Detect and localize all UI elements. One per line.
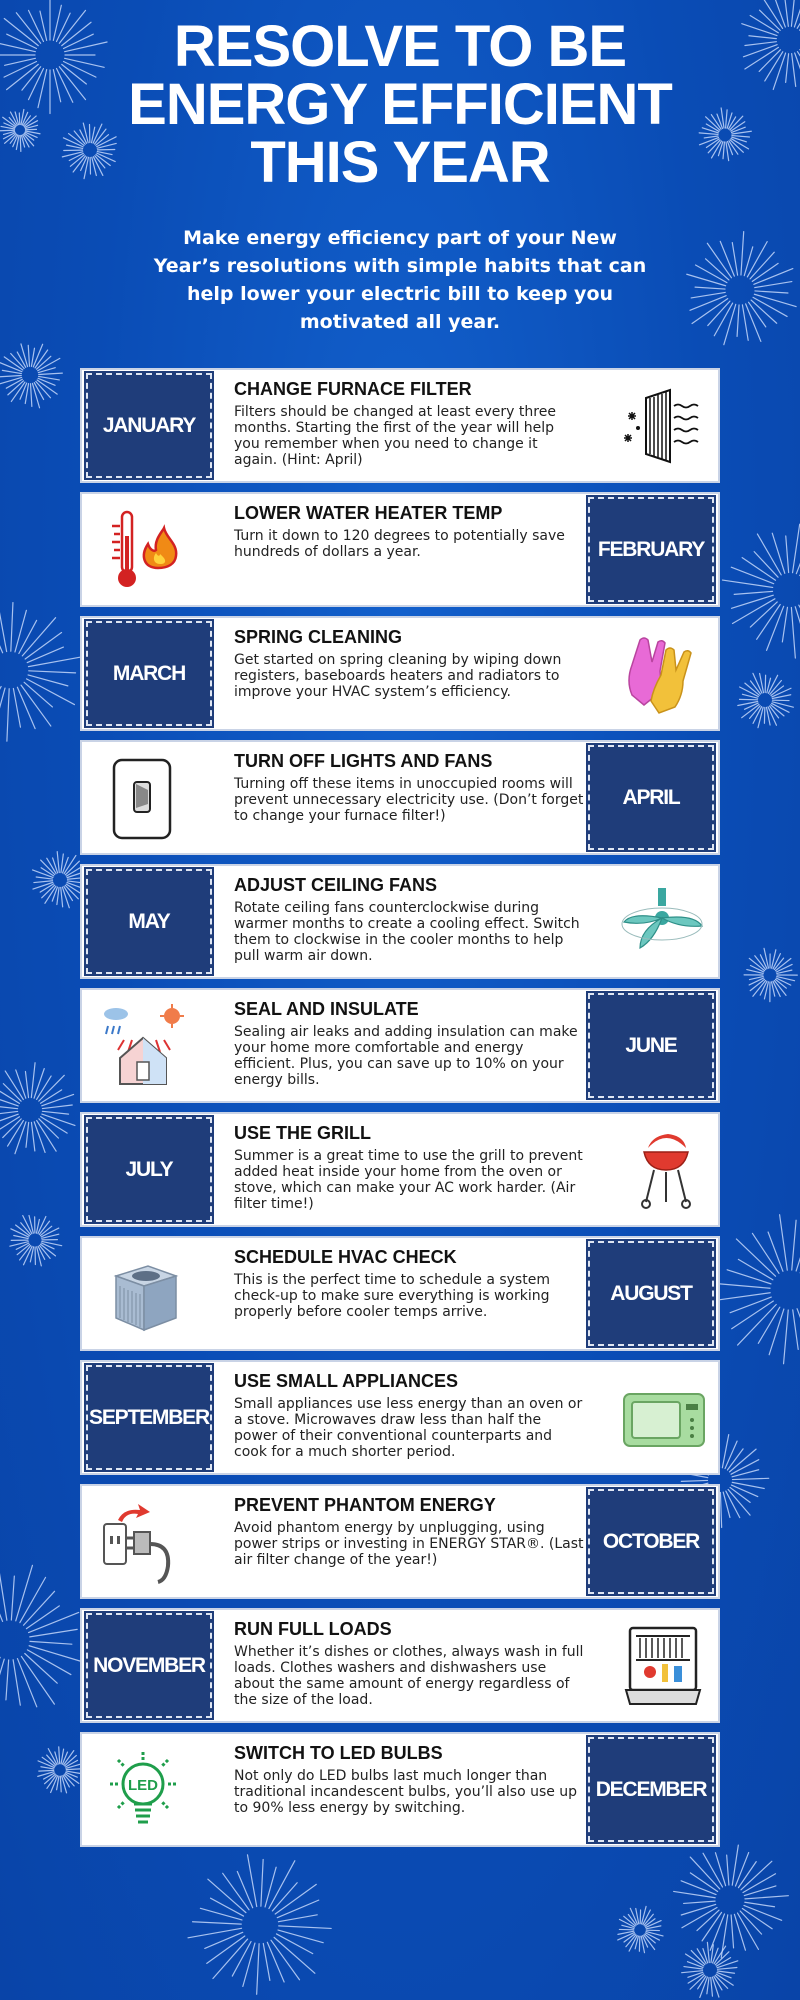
tip-heading: CHANGE FURNACE FILTER [234, 379, 472, 399]
grill-icon [618, 1126, 708, 1214]
tip-heading: SEAL AND INSULATE [234, 999, 419, 1019]
led-bulb-label: LED [128, 1777, 158, 1794]
tip-card-april [80, 740, 720, 855]
firework-burst [10, 1216, 62, 1266]
tip-heading: ADJUST CEILING FANS [234, 875, 438, 895]
tip-heading: SPRING CLEANING [234, 627, 403, 647]
month-label: AUGUST [588, 1241, 714, 1346]
tip-text: Small appliances use less energy than an oven or a stove. Microwaves draw less than half the power of their conventional counterparts and cook for a much shorter period. [234, 1396, 583, 1460]
tip-content [234, 750, 584, 824]
firework-burst [0, 1063, 75, 1154]
month-label: DECEMBER [588, 1737, 714, 1842]
month-label: APRIL [588, 745, 714, 850]
tip-content [234, 1246, 584, 1320]
tip-heading: PREVENT PHANTOM ENERGY [234, 1495, 496, 1515]
tip-card-november [80, 1608, 720, 1723]
firework-burst [682, 1942, 738, 1997]
tip-heading: SWITCH TO LED BULBS [234, 1743, 443, 1763]
tip-content [234, 502, 584, 560]
tip-card-december [80, 1732, 720, 1847]
firework-burst [0, 1565, 83, 1711]
tip-content [234, 626, 584, 700]
month-label: FEBRUARY [588, 497, 714, 602]
tip-content [234, 1122, 584, 1212]
cleaning-gloves-icon [618, 630, 708, 718]
tip-heading: SCHEDULE HVAC CHECK [234, 1247, 457, 1267]
firework-burst [722, 524, 800, 658]
tip-card-august [80, 1236, 720, 1351]
tip-text: Get started on spring cleaning by wiping down registers, baseboards heaters and radiators to improve your HVAC system’s efficiency. [234, 652, 562, 700]
firework-burst [687, 232, 796, 345]
tip-content [234, 874, 584, 964]
tip-card-may [80, 864, 720, 979]
title-line-2: ENERGY EFFICIENT [128, 72, 672, 137]
thermometer-flame-icon [98, 506, 188, 594]
tip-text: Not only do LED bulbs last much longer than traditional incandescent bulbs, you’ll also use up to 90% less energy by switching. [234, 1768, 578, 1816]
tip-content [234, 1742, 584, 1816]
month-label: NOVEMBER [86, 1613, 212, 1718]
tip-text: This is the perfect time to schedule a system check-up to make sure everything is working properly before cooler temps arrive. [234, 1272, 550, 1320]
insulated-house-icon [98, 1002, 188, 1090]
microwave-icon [618, 1374, 708, 1462]
tip-heading: USE SMALL APPLIANCES [234, 1371, 459, 1391]
tip-card-february [80, 492, 720, 607]
firework-burst [0, 344, 62, 408]
tip-text: Avoid phantom energy by unplugging, using power strips or investing in ENERGY STAR®. (Last air filter change of the year!) [234, 1520, 584, 1568]
month-label: MAY [86, 869, 212, 974]
tip-content [234, 1370, 584, 1460]
tip-text: Turn it down to 120 degrees to potentially save hundreds of dollars a year. [234, 528, 565, 560]
firework-burst [0, 598, 80, 741]
firework-burst [38, 1747, 84, 1793]
tip-content [234, 378, 584, 468]
ac-unit-icon [98, 1250, 188, 1338]
tip-text: Filters should be changed at least every three months. Starting the first of the year will help you remember when you need to change it again. (Hint: April) [234, 404, 556, 468]
tip-heading: USE THE GRILL [234, 1123, 372, 1143]
tip-heading: LOWER WATER HEATER TEMP [234, 503, 503, 523]
tip-text: Sealing air leaks and adding insulation can make your home more comfortable and energy efficient. Plus, you can save up to 10% on your energy bills. [234, 1024, 578, 1088]
firework-burst [713, 1215, 800, 1364]
led-bulb-icon [98, 1746, 188, 1834]
dishwasher-icon [618, 1622, 708, 1710]
tip-text: Summer is a great time to use the grill to prevent added heat inside your home from the oven or stove, which can make your AC work harder. (Air filter time!) [234, 1148, 583, 1212]
firework-burst [674, 1845, 789, 1958]
light-switch-icon [98, 754, 188, 842]
tip-card-july [80, 1112, 720, 1227]
tip-text: Turning off these items in unoccupied rooms will prevent unnecessary electricity use. (Don’t forget to change your furnace filter!) [234, 776, 584, 824]
tip-heading: TURN OFF LIGHTS AND FANS [234, 751, 493, 771]
month-label: SEPTEMBER [86, 1365, 212, 1470]
tip-text: Whether it’s dishes or clothes, always wash in full loads. Clothes washers and dishwashers use about the same amount of energy regardless of the size of the load. [234, 1644, 584, 1708]
furnace-filter-icon [618, 382, 708, 470]
title-line-1: RESOLVE TO BE [173, 14, 627, 79]
month-label: OCTOBER [588, 1489, 714, 1594]
tip-heading: RUN FULL LOADS [234, 1619, 392, 1639]
title-line-3: THIS YEAR [250, 130, 550, 195]
tip-content [234, 1618, 584, 1708]
month-label: MARCH [86, 621, 212, 726]
firework-burst [188, 1855, 331, 1994]
monthly-tips-list [80, 368, 720, 1856]
page-title [0, 14, 800, 195]
tip-card-september [80, 1360, 720, 1475]
unplug-icon [98, 1498, 188, 1586]
month-label: JUNE [588, 993, 714, 1098]
firework-burst [618, 1906, 663, 1952]
subtitle: Make energy efficiency part of your New Year’s resolutions with simple habits that can help lower your electric bill to keep you motivated all year. [153, 227, 647, 333]
firework-burst [744, 948, 797, 1001]
tip-content [234, 998, 584, 1088]
tip-card-march [80, 616, 720, 731]
tip-card-october [80, 1484, 720, 1599]
ceiling-fan-icon [618, 878, 708, 966]
month-label: JULY [86, 1117, 212, 1222]
tip-text: Rotate ceiling fans counterclockwise during warmer months to create a cooling effect. Switch them to clockwise in the cooler months to help pull warm air down. [234, 900, 580, 964]
month-label: JANUARY [86, 373, 212, 478]
tip-card-january [80, 368, 720, 483]
tip-content [234, 1494, 584, 1568]
firework-burst [738, 673, 794, 727]
tip-card-june [80, 988, 720, 1103]
